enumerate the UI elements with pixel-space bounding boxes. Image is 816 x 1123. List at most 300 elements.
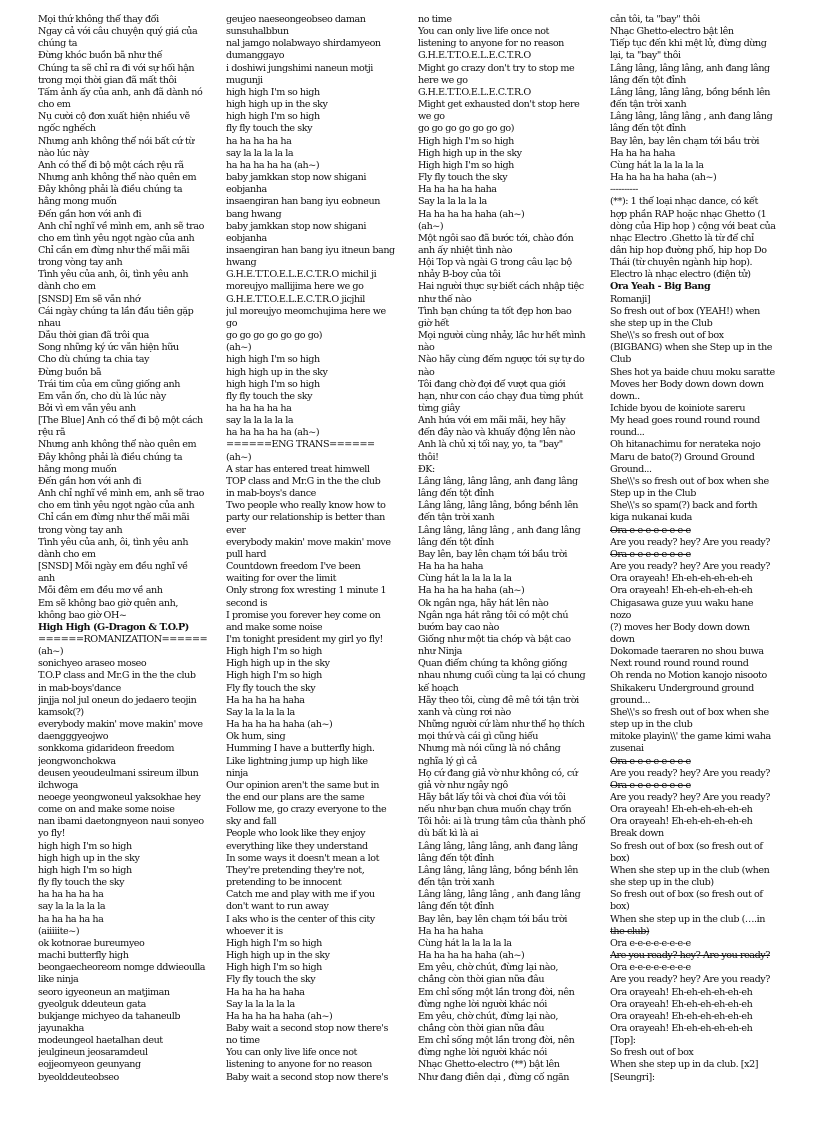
text-line: mugunji <box>226 74 263 86</box>
text-line: Step up in the Club <box>610 488 696 500</box>
text-line: Mỗi đêm em đều mơ về anh <box>38 585 163 597</box>
text-line: Baby wait a second stop now there's <box>226 1022 388 1034</box>
text-line: party our relationship is better than <box>226 512 385 524</box>
text-line: Ora Yeah - Big Bang <box>610 281 711 293</box>
text-line: whoever it is <box>226 925 283 937</box>
text-line: nal jamgo nolabwayo shirdamyeon <box>226 38 381 50</box>
text-line: Anh có thể đi bộ một cách rệu rã <box>38 159 184 171</box>
text-line: Ora orayeah! Eh-eh-eh-eh-eh-eh <box>610 585 753 597</box>
text-line: Nào hãy cùng đếm ngược tới sự tự do <box>418 354 585 366</box>
text-line: Hai người thực sự biết cách nhập tiệc <box>418 281 584 293</box>
text-line: Oh renda no Motion kanojo nisooto <box>610 670 767 682</box>
text-line: jinjja nol jul oneun do jedaero teojin <box>38 694 197 706</box>
text-line: insaengiran han bang iyu eobneun <box>226 196 380 208</box>
text-line: dumanggayo <box>226 50 285 62</box>
text-line: như Ninja <box>418 646 462 658</box>
text-line: Our opinion aren't the same but in <box>226 779 380 791</box>
text-line: waiting for over the limit <box>226 573 336 585</box>
text-line: My head goes round round round <box>610 415 760 427</box>
text-line: dành cho em <box>38 548 96 560</box>
text-line: đừng nghe lời người khác nói <box>418 998 547 1010</box>
text-line: I aks who is the center of this city <box>226 913 375 925</box>
text-line: Countdown freedom I've been <box>226 561 361 573</box>
text-line: When she step up in da club. [x2] <box>610 1059 759 1071</box>
text-line: (ah~) <box>38 646 64 658</box>
text-line: Ora orayeah! Eh-eh-eh-eh-eh-eh <box>610 1010 753 1022</box>
text-line: Anh hứa với em mãi mãi, hey hãy <box>418 415 566 427</box>
text-line: Romanji] <box>610 293 651 305</box>
text-line: Nhưng anh không thể nào quên em <box>38 439 197 451</box>
text-line: Nụ cười cộ đơn xuất hiện nhiều vẽ <box>38 111 190 123</box>
text-line: Tôi hỏi: ai là trung tâm của thành phố <box>418 816 586 828</box>
text-line: Next round round round round <box>610 658 749 670</box>
text-line: Đến gần hơn với anh đi <box>38 208 142 220</box>
text-line: Đây không phải là điều chúng ta <box>38 451 183 463</box>
text-line: Might get exhausted don't stop here <box>418 99 580 111</box>
text-line: no time <box>226 1035 260 1047</box>
text-line: Nhưng mà nói cũng là nó chẳng <box>418 743 561 755</box>
text-line: High High (G-Dragon & T.O.P) <box>38 621 189 633</box>
text-line: Are you ready? hey? Are you ready? <box>610 792 770 803</box>
text-line: high high I'm so high <box>226 86 320 98</box>
text-line: Cùng hát la la la la la <box>418 937 512 949</box>
text-line: đến đây nào và khuấy động lên nào <box>418 427 576 439</box>
text-line: [SNSD] Mỗi ngày em đều nghĩ về <box>38 561 188 573</box>
text-line: Ha ha ha haha <box>610 147 675 159</box>
text-line: TOP class and Mr.G in the the club <box>226 475 381 487</box>
text-column-3 <box>418 14 596 1119</box>
text-line: don't want to run away <box>226 901 329 913</box>
text-line: Lâng lâng, lâng lâng , anh đang lâng <box>610 111 773 123</box>
text-line: lâng đến tột đỉnh <box>418 488 494 500</box>
text-line: everybody makin' move makin' move <box>38 719 203 731</box>
text-line: high high up in the sky <box>38 852 140 864</box>
text-line: hwang <box>226 257 257 269</box>
text-line: down.. <box>610 390 640 402</box>
text-line: high high I'm so high <box>38 864 132 876</box>
text-line: High high I'm so high <box>418 159 514 171</box>
text-line: Em yêu, chờ chút, đừng lại nào, <box>418 1010 558 1022</box>
text-line: baby jamkkan stop now shigani <box>226 220 367 232</box>
text-line: rệu rã <box>38 427 66 439</box>
text-line: Are you ready? hey? Are you ready? <box>610 950 770 962</box>
text-line: G.H.E.T.T.O.E.L.E.C.T.R.O <box>418 50 531 62</box>
text-line: yo fly! <box>38 828 65 840</box>
text-line: xanh và cùng rơi nào <box>418 706 511 718</box>
text-line: thôi! <box>418 451 439 463</box>
text-line: Ha ha ha haha <box>418 561 483 573</box>
text-line: giờ hết <box>418 317 449 329</box>
text-line: She\\'s so fresh out of box when she <box>610 706 769 718</box>
text-line: jul moreujyo meomchujima here we <box>226 305 386 317</box>
text-line: Ok hum, sing <box>226 731 286 743</box>
text-line: Quan điểm chúng ta không giống <box>418 658 568 670</box>
text-line: Ora orayeah! Eh-eh-eh-eh-eh-eh <box>610 1022 753 1034</box>
text-line: pull hard <box>226 548 267 560</box>
text-line: seoro igyeoneun an matjiman <box>38 986 170 998</box>
text-line: (?) moves her Body down down <box>610 621 750 633</box>
text-line: High high I'm so high <box>418 135 514 147</box>
text-line: anh <box>38 573 55 585</box>
text-line: byeolddeuteobseo <box>38 1071 119 1083</box>
text-line: Are you ready? hey? Are you ready? <box>610 767 770 779</box>
text-line: beongaecheoreom nomge ddwieoulla <box>38 962 206 974</box>
text-line: (ah~) <box>418 220 444 232</box>
text-line: They're pretending they're not, <box>226 864 365 876</box>
text-line: eobjanha <box>226 184 267 196</box>
text-line: Nhưng anh không thể nào quên em <box>38 172 197 184</box>
text-line: Lâng lâng, lâng lâng, bồng bềnh lên <box>418 500 579 512</box>
text-line: Ha ha ha ha haha <box>226 986 305 998</box>
text-line: Hội Top và ngài G trong câu lạc bộ <box>418 257 572 269</box>
text-line: She\\'s so fresh out of box <box>610 330 724 342</box>
text-line: Cùng hát la la la la la <box>418 573 512 585</box>
text-line: Như đang điên dại , đừng cố ngăn <box>418 1071 570 1083</box>
text-line: everybody makin' move makin' move <box>226 536 391 548</box>
text-line: Ora orayeah! Eh-eh-eh-eh-eh-eh <box>610 573 753 585</box>
text-line: Ha ha ha ha haha (ah~) <box>418 950 525 962</box>
text-line: Tình yêu của anh, ôi, tình yêu anh <box>38 269 189 281</box>
text-line: Ora orayeah! Eh-eh-eh-eh-eh-eh <box>610 804 753 816</box>
text-line: (ah~) <box>226 451 252 463</box>
text-line: Ngay cả với câu chuyện quý giá của <box>38 26 198 38</box>
text-line: đến tận trời xanh <box>418 877 495 889</box>
text-line: lâng đến tột đỉnh <box>418 536 494 548</box>
text-line: Ha ha ha ha haha <box>226 694 305 706</box>
text-line: ĐK: <box>418 463 435 475</box>
text-line: Song những ký ức vẫn hiện hữu <box>38 342 179 354</box>
text-line: fly fly touch the sky <box>226 123 313 135</box>
text-line: Lâng lâng, lâng lâng, anh đang lâng <box>418 475 578 487</box>
text-line: giả vờ như ngây ngô <box>418 779 508 791</box>
text-line: Ora e-e-e-e-e-e-e-e <box>610 937 691 949</box>
text-line: Oh hitanachimu for nerateka nojo <box>610 439 761 451</box>
text-line: High high I'm so high <box>226 962 322 974</box>
text-line: nozo <box>610 609 631 621</box>
text-line: Are you ready? hey? Are you ready? <box>610 974 770 986</box>
text-line: đừng nghe lời người khác nói <box>418 1047 547 1059</box>
text-line: lâng đến tột đỉnh <box>610 123 686 135</box>
text-line: Giống như một tia chớp và bật cao <box>418 633 571 645</box>
text-line: Fly fly touch the sky <box>418 172 508 184</box>
text-line: Ora e-e-e-e-e-e-e-e <box>610 524 691 536</box>
text-line: ha ha ha ha ha <box>38 913 104 925</box>
text-line: ha ha ha ha ha (ah~) <box>226 427 320 439</box>
text-line: cho em tình yêu ngọt ngào của anh <box>38 500 195 512</box>
text-line: ok kotnorae bureumyeo <box>38 937 145 949</box>
text-line: kế hoạch <box>418 682 459 694</box>
text-line: go go go go go go go) <box>226 330 323 342</box>
text-line: everything like they understand <box>226 840 368 852</box>
text-line: sonichyeo araseo moseo <box>38 658 147 670</box>
text-line: cản tôi, ta "bay" thôi <box>610 14 700 25</box>
text-line: we go <box>418 111 445 123</box>
text-line: When she step up in the club (when <box>610 864 770 876</box>
text-line: Lâng lâng, lâng lâng , anh đang lâng <box>418 889 581 901</box>
text-column-4 <box>610 14 790 1119</box>
text-line: Mọi thứ không thể thay đổi <box>38 14 159 25</box>
text-line: Follow me, go crazy everyone to the <box>226 804 387 816</box>
text-line: Lâng lâng, lâng lâng, anh đang lâng <box>418 840 578 852</box>
text-line: chẳng còn thời gian nữa đâu <box>418 1022 545 1034</box>
text-line: trong vòng tay anh <box>38 524 123 536</box>
text-line: Moves her Body down down down <box>610 378 764 390</box>
text-line: trong mọi thời gian đã mất thôi <box>38 74 177 86</box>
text-line: the end our plans are the same <box>226 792 365 803</box>
text-line: Maru de bato(?) Ground Ground <box>610 451 755 463</box>
text-line: Đây không phải là điều chúng ta <box>38 184 183 196</box>
text-line: jeongwonchokwa <box>38 755 116 767</box>
text-line: nếu như bạn chưa muốn chạy trốn <box>418 804 572 816</box>
text-line: zusenai <box>610 743 644 755</box>
text-line: Ora orayeah! Eh-eh-eh-eh-eh-eh <box>610 986 753 998</box>
text-line: Only strong fox wresting 1 minute 1 <box>226 585 387 597</box>
text-line: Lâng lâng, lâng lâng, bồng bềnh lên <box>418 864 579 876</box>
text-line: second is <box>226 597 268 609</box>
text-line: Em chỉ sống một lần trong đời, nên <box>418 986 575 998</box>
text-line: nan ibami daetongnyeon naui sonyeo <box>38 816 204 828</box>
text-line: Em vẫn ổn, cho dù là lúc này <box>38 390 166 402</box>
text-line: Shikakeru Underground ground <box>610 682 754 694</box>
text-line: Tiếp tục đến khi mệt lử, đừng dừng <box>610 38 767 50</box>
text-line: Cùng hát la la la la la <box>610 159 704 171</box>
text-line: Ha ha ha ha haha (ah~) <box>418 585 525 597</box>
text-line: pretending to be innocent <box>226 877 342 889</box>
text-line: Nhạc Ghetto-electro bật lên <box>610 26 734 38</box>
text-line: ngốc nghếch <box>38 123 96 135</box>
text-line: Mọi người cùng nhảy, lắc hư hết mình <box>418 330 586 342</box>
text-line: nào <box>418 366 435 378</box>
text-line: eojjeomyeon geunyang <box>38 1059 141 1071</box>
text-line: nhảy B-boy của tôi <box>418 269 501 281</box>
text-line: Ora e-e-e-e-e-e-e-e <box>610 548 691 560</box>
text-line: High high up in the sky <box>226 658 330 670</box>
text-line: Shes hot ya baide chuu moku saratte <box>610 366 775 378</box>
text-line: jayunakha <box>38 1022 84 1034</box>
text-line: mitoke playin\\' the game kimi waha <box>610 731 771 743</box>
text-line: mọi thứ và cái gì cũng hiểu <box>418 731 539 743</box>
text-line: Chúng ta sẽ chỉ ra đi với sự hối hận <box>38 62 195 74</box>
text-line: high high I'm so high <box>226 111 320 123</box>
text-line: Anh là chủ xị tối nay, yo, ta "bay" <box>418 439 563 451</box>
text-line: nhạc Electro .Ghetto là từ để chỉ <box>610 232 754 244</box>
text-line: go <box>226 317 238 329</box>
text-line: I'm tonight president my girl yo fly! <box>226 633 383 645</box>
text-line: she step up in the club) <box>610 877 714 889</box>
text-line: lâng đến tột đỉnh <box>418 901 494 913</box>
text-line: (aiiiiite~) <box>38 925 80 937</box>
text-line: You can only live life once not <box>418 26 549 38</box>
text-line: high high I'm so high <box>226 354 320 366</box>
text-line: listening to anyone for no reason <box>226 1059 372 1071</box>
text-line: Ha ha ha ha haha (ah~) <box>418 208 525 220</box>
text-line: Nhưng anh không thể nói bất cứ từ <box>38 135 195 147</box>
text-line: Club <box>610 354 631 366</box>
text-line: jeulgineun jeosaramdeul <box>38 1047 148 1059</box>
text-line: không bao giờ OH~ <box>38 609 127 621</box>
text-line: từng giây <box>418 403 460 414</box>
text-line: lâng đến tột đỉnh <box>418 852 494 864</box>
text-line: Chigasawa guze yuu waku hane <box>610 597 754 609</box>
text-line: neoege yeongwoneul yaksokhae hey <box>38 792 201 803</box>
text-line: fly fly touch the sky <box>38 877 125 889</box>
text-line: chẳng còn thời gian nữa đâu <box>418 974 545 986</box>
text-line: lâng đến tột đỉnh <box>610 74 686 86</box>
text-line: Lâng lâng, lâng lâng, bồng bềnh lên <box>610 86 771 98</box>
text-line: sky and fall <box>226 816 277 828</box>
text-line: kamsok(?) <box>38 706 84 718</box>
text-line: Ora orayeah! Eh-eh-eh-eh-eh-eh <box>610 816 753 828</box>
text-line: no time <box>418 14 452 25</box>
text-line: come on and make some noise <box>38 804 175 816</box>
text-line: kiga nukanai kuda <box>610 512 692 524</box>
text-line: ha ha ha ha ha <box>38 889 104 901</box>
text-line: listening to anyone for no reason <box>418 38 564 50</box>
text-line: Electro là nhạc electro (điện tử) <box>610 269 751 281</box>
text-line: Em sẽ không bao giờ quên anh, <box>38 597 178 609</box>
text-line: bướm bay cao nào <box>418 621 499 633</box>
text-column-1 <box>38 14 208 1119</box>
text-line: Ha ha ha ha haha (ah~) <box>610 172 717 184</box>
text-line: A star has entered treat himwell <box>226 463 370 475</box>
text-line: She\\'s so fresh out of box when she <box>610 475 769 487</box>
text-line: So fresh out of box (YEAH!) when <box>610 305 760 317</box>
text-line: insaengiran han bang iyu itneun bang <box>226 244 395 256</box>
text-line: Two people who really know how to <box>226 500 386 512</box>
text-line: Baby wait a second stop now there's <box>226 1071 388 1083</box>
text-line: So fresh out of box (so fresh out of <box>610 889 763 901</box>
text-line: Say la la la la la <box>226 706 295 718</box>
text-line: Like lightning jump up high like <box>226 755 368 767</box>
text-line: nào lúc này <box>38 147 89 159</box>
text-line: So fresh out of box <box>610 1047 694 1059</box>
text-line: Đừng khóc buồn bã như thế <box>38 50 163 62</box>
text-line: say la la la la la <box>38 901 106 913</box>
text-column-2 <box>226 14 401 1119</box>
text-line: Ground... <box>610 463 652 475</box>
text-line: Tình yêu của anh, ôi, tình yêu anh <box>38 536 189 548</box>
text-line: Ora e-e-e-e-e-e-e-e <box>610 755 691 767</box>
text-line: Những người cứ làm như thể họ thích <box>418 719 585 731</box>
text-line: Might go crazy don't try to stop me <box>418 62 575 74</box>
text-line: she step up in the Club <box>610 317 713 329</box>
text-line: ever <box>226 524 246 536</box>
text-line: ha ha ha ha ha <box>226 135 292 147</box>
text-line: dân hip hop đường phố, hip hop Do <box>610 244 767 256</box>
text-line: ha ha ha ha ha (ah~) <box>226 159 320 171</box>
text-line: G.H.E.T.T.O.E.L.E.C.T.R.O <box>418 86 531 98</box>
text-line: box) <box>610 901 630 913</box>
text-line: Catch me and play with me if you <box>226 889 375 901</box>
text-line: (**): 1 thể loại nhạc dance, có kết <box>610 196 758 208</box>
text-line: dù bất kì là ai <box>418 828 479 840</box>
text-line: the club) <box>610 925 650 937</box>
text-line: Ok ngân nga, hãy hát lên nào <box>418 597 549 609</box>
text-line: eobjanha <box>226 232 267 244</box>
text-line: Họ cứ đang giả vờ như không có, cứ <box>418 767 578 779</box>
text-line: Chỉ cần em đừng như thế mãi mãi <box>38 512 190 524</box>
text-line: anh ấy nhiệt tình nào <box>418 244 513 256</box>
text-line: Bay lên, bay lên chạm tới bầu trời <box>418 548 567 560</box>
text-line: geujeo naeseongeobseo daman <box>226 14 366 25</box>
text-line: đến tận trời xanh <box>610 99 687 111</box>
text-line: nghĩa lý gì cả <box>418 755 477 767</box>
text-line: Say la la la la la <box>226 998 295 1010</box>
text-line: like ninja <box>38 974 79 986</box>
text-line: trong vòng tay anh <box>38 257 123 269</box>
text-line: nào <box>418 342 435 354</box>
text-line: sonkkoma gidarideon freedom <box>38 743 175 755</box>
text-line: dòng của Hip hop ) cộng với beat của <box>610 220 776 232</box>
text-line: Tấm ảnh ấy của anh, anh đã dành nó <box>38 86 203 98</box>
text-line: Fly fly touch the sky <box>226 974 316 986</box>
text-line: Fly fly touch the sky <box>226 682 316 694</box>
text-line: ground... <box>610 694 651 706</box>
text-line: Ha ha ha ha haha (ah~) <box>226 719 333 731</box>
text-line: ha ha ha ha ha <box>226 403 292 414</box>
text-line: i doshiwi jungshimi naneun motji <box>226 62 373 74</box>
text-line: step up in the club <box>610 719 693 731</box>
text-line: G.H.E.T.T.O.E.L.E.C.T.R.O michil ji <box>226 269 377 281</box>
text-line: high high up in the sky <box>226 99 328 111</box>
text-line: Ora orayeah! Eh-eh-eh-eh-eh-eh <box>610 998 753 1010</box>
text-line: Hãy theo tôi, cùng đê mê tới tận trời <box>418 694 579 706</box>
text-line: baby jamkkan stop now shigani <box>226 172 367 184</box>
text-line: Cái ngày chúng ta lần đầu tiên gặp <box>38 305 194 317</box>
text-line: sunsuhalbbun <box>226 26 289 38</box>
text-line: [Seungri]: <box>610 1071 655 1083</box>
text-line: fly fly touch the sky <box>226 390 313 402</box>
text-line: So fresh out of box (so fresh out of <box>610 840 763 852</box>
text-line: Đến gần hơn với anh đi <box>38 475 142 487</box>
text-line: in mab-boys's dance <box>226 488 316 500</box>
text-line: Anh chỉ nghĩ về mình em, anh sẽ trao <box>38 488 204 500</box>
text-line: ======ENG TRANS====== <box>226 439 375 451</box>
text-line: bang hwang <box>226 208 282 220</box>
text-line: here we go <box>418 74 468 86</box>
text-line: [SNSD] Em sẽ vẫn nhớ <box>38 293 141 305</box>
text-line: Are you ready? hey? Are you ready? <box>610 561 770 573</box>
text-line: (BIGBANG) when she Step up in the <box>610 342 773 354</box>
text-line: High high I'm so high <box>226 937 322 949</box>
text-line: nhau nhưng cuối cùng ta lại có chung <box>418 670 586 682</box>
text-line: Trái tim của em cũng giống anh <box>38 378 180 390</box>
text-line: You can only live life once not <box>226 1047 357 1059</box>
text-line: Humming I have a butterfly high. <box>226 743 375 755</box>
text-line: She\\'s so spam(?) back and forth <box>610 500 758 512</box>
text-line: ======ROMANIZATION====== <box>38 633 208 645</box>
text-line: Hãy bắt lấy tôi và chơi đùa với tôi <box>418 792 566 803</box>
text-line: down <box>610 633 635 645</box>
text-line: Bay lên, bay lên chạm tới bầu trời <box>610 135 759 147</box>
text-line: Ora e-e-e-e-e-e-e-e <box>610 779 691 791</box>
text-line: High high up in the sky <box>418 147 522 159</box>
text-line: ninja <box>226 767 248 779</box>
text-line: G.H.E.T.T.O.E.L.E.C.T.R.O jicjhil <box>226 293 365 305</box>
text-line: Break down <box>610 828 664 840</box>
text-line: round... <box>610 427 645 439</box>
text-line: như thế nào <box>418 293 472 305</box>
text-line: Thái (từ chuyên ngành hip hop). <box>610 257 753 269</box>
text-line: hợp phần RAP hoặc nhạc Ghetto (1 <box>610 208 767 220</box>
text-line: High high up in the sky <box>226 950 330 962</box>
text-line: Tôi đang chờ đợi để vượt qua giới <box>418 378 566 390</box>
text-line: Ngân nga hát rằng tôi có một chú <box>418 609 569 621</box>
text-line: Ha ha ha ha haha (ah~) <box>226 1010 333 1022</box>
text-line: moreujyo mallijima here we go <box>226 281 364 293</box>
text-line: Chỉ cần em đừng như thế mãi mãi <box>38 244 190 256</box>
text-line: Em yêu, chờ chút, đừng lại nào, <box>418 962 558 974</box>
